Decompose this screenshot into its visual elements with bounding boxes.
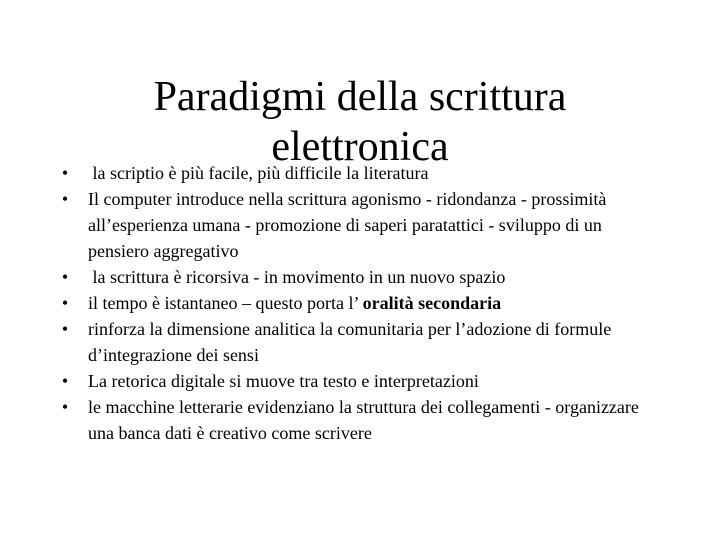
bullet-item-6 — [58, 368, 658, 394]
bullet-icon: • — [61, 293, 69, 313]
slide-title — [80, 72, 640, 172]
bullet-text: rinforza la dimensione analitica la comunitaria per l’adozione di formule d’integrazione dei sensi — [88, 319, 612, 365]
bullet-icon: • — [61, 189, 69, 209]
bullet-list — [58, 160, 658, 446]
bullet-text: il tempo è istantaneo – questo porta l’ — [88, 293, 363, 313]
bullet-text: Il computer introduce nella scrittura agonismo - ridondanza - prossimità all’esperienza umana - promozione di saperi paratattici - sviluppo di un pensiero aggregativo — [88, 189, 607, 261]
bullet-text: la scrittura è ricorsiva - in movimento in un nuovo spazio — [88, 267, 506, 287]
bullet-icon: • — [61, 397, 69, 417]
bullet-item-3 — [58, 264, 658, 290]
bullet-icon: • — [61, 267, 69, 287]
bullet-text: la scriptio è più facile, più difficile la literatura — [88, 163, 429, 183]
slide-title-line-1: Paradigmi della scrittura — [153, 74, 567, 121]
bullet-icon: • — [61, 319, 69, 339]
bullet-item-1 — [58, 160, 658, 186]
bullet-text: le macchine letterarie evidenziano la struttura dei collegamenti - organizzare una banca dati è creativo come scrivere — [88, 397, 639, 443]
bullet-icon: • — [61, 163, 69, 183]
bullet-icon: • — [61, 371, 69, 391]
bullet-item-7 — [58, 394, 658, 446]
bullet-item-4 — [58, 290, 658, 316]
bullet-item-5 — [58, 316, 658, 368]
slide-title-line-2: elettronica — [271, 124, 449, 171]
bullet-text-bold: oralità secondaria — [362, 293, 502, 313]
bullet-item-2 — [58, 186, 658, 264]
bullet-text: La retorica digitale si muove tra testo e interpretazioni — [88, 371, 479, 391]
